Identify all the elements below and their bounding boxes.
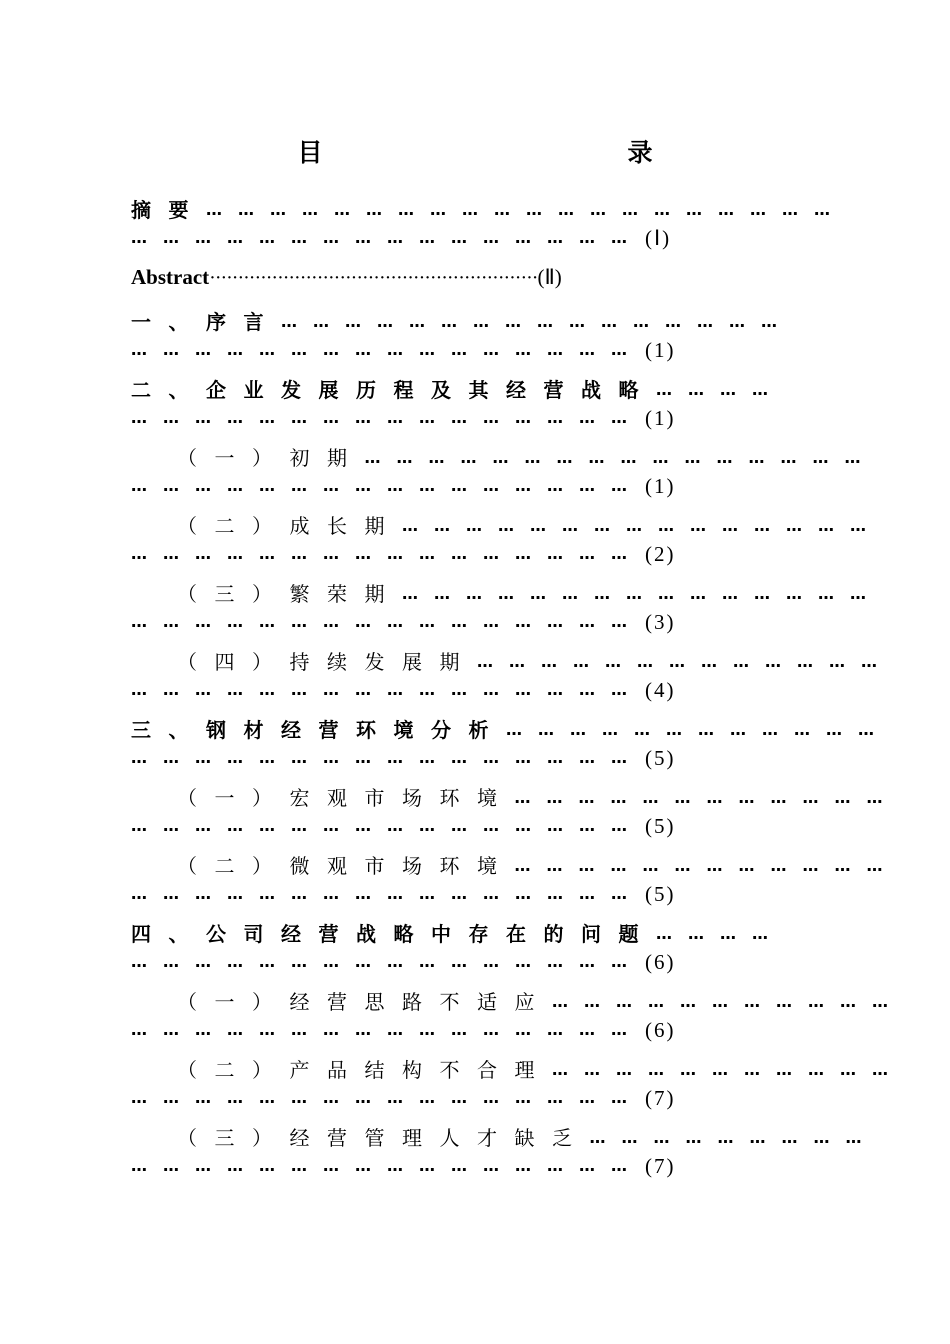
toc-page-number: (1) (645, 474, 676, 498)
toc-entry-label: 摘要 (131, 198, 206, 222)
toc-entry-label: 三、钢材经营环境分析 (131, 718, 506, 742)
leader-dots: ………………………………………… (131, 340, 643, 359)
leader-dots: ………………………………………… (131, 680, 643, 699)
leader-dots: ………………………………………… (131, 748, 643, 767)
leader-dots: ………………………………… (477, 652, 893, 671)
toc-page-number: (5) (645, 882, 676, 906)
toc-entry-label: （二）产品结构不合理 (177, 1058, 552, 1082)
toc-page-number: (Ⅱ) (537, 265, 562, 289)
toc-entry-label: （二）成长期 (177, 514, 402, 538)
toc-entry-label: （四）持续发展期 (177, 650, 477, 674)
toc-entry-section-4-1[interactable] (131, 982, 904, 1050)
table-of-contents (131, 190, 904, 1186)
leader-dots: ………………………………………… (281, 312, 793, 331)
leader-dots: …………………………… (552, 992, 904, 1011)
leader-dots: ……………………………………… (402, 584, 882, 603)
toc-page-number: (4) (645, 678, 676, 702)
leader-dots: ………………………………………… (131, 544, 643, 563)
toc-entry-abstract-en[interactable] (131, 258, 821, 302)
toc-entry-abstract-cn[interactable] (131, 190, 846, 258)
leader-dots: ………………………………………… (131, 952, 643, 971)
leader-dots: ………………………………………… (131, 816, 643, 835)
toc-entry-label: 一、序言 (131, 310, 281, 334)
toc-page-number: (2) (645, 542, 676, 566)
leader-dots: ………………………………………… (131, 228, 643, 247)
leader-dots: ………………………………………… (131, 408, 643, 427)
toc-entry-section-2-3[interactable] (131, 574, 882, 642)
toc-page-number: (5) (645, 814, 676, 838)
leader-dots: ·························································· (209, 267, 538, 289)
toc-page-number: (3) (645, 610, 676, 634)
toc-page-number: (1) (645, 406, 676, 430)
leader-dots: ………… (656, 924, 784, 943)
toc-entry-label: Abstract (131, 265, 210, 289)
toc-page-number: (Ⅰ) (645, 226, 672, 250)
leader-dots: ……………………………… (514, 856, 899, 875)
toc-entry-label: 四、公司经营战略中存在的问题 (131, 922, 656, 946)
leader-dots: ……………………………… (514, 788, 899, 807)
toc-entry-section-4[interactable] (131, 914, 821, 982)
toc-page-number: (1) (645, 338, 676, 362)
toc-page-number: (7) (645, 1086, 676, 1110)
toc-page-number: (6) (645, 1018, 676, 1042)
toc-title: 目 录 (297, 138, 738, 167)
toc-page-number: (7) (645, 1154, 676, 1178)
leader-dots: ………………………………………… (364, 448, 877, 467)
leader-dots: ………… (656, 380, 784, 399)
toc-entry-section-3[interactable] (131, 710, 890, 778)
toc-entry-section-4-2[interactable] (131, 1050, 904, 1118)
toc-entry-label: （一）初期 (177, 446, 365, 470)
toc-entry-section-3-1[interactable] (131, 778, 899, 846)
toc-entry-label: （三）经营管理人才缺乏 (177, 1126, 590, 1150)
toc-page-number: (5) (645, 746, 676, 770)
leader-dots: ………………………………………… (131, 884, 643, 903)
toc-entry-section-2-2[interactable] (131, 506, 882, 574)
leader-dots: ……………………………… (506, 720, 890, 739)
toc-entry-section-2-1[interactable] (131, 438, 877, 506)
toc-entry-label: （三）繁荣期 (177, 582, 402, 606)
toc-entry-section-1[interactable] (131, 302, 821, 370)
leader-dots: ………………………………………… (131, 1020, 643, 1039)
leader-dots: …………………………………………………… (206, 200, 846, 219)
toc-entry-label: （一）经营思路不适应 (177, 990, 552, 1014)
toc-entry-section-3-2[interactable] (131, 846, 899, 914)
leader-dots: ………………………………………… (131, 612, 643, 631)
leader-dots: ………………………………………… (131, 1088, 643, 1107)
toc-entry-label: （二）微观市场环境 (177, 854, 515, 878)
toc-page-number: (6) (645, 950, 676, 974)
leader-dots: ………………………………………… (131, 476, 643, 495)
leader-dots: ……………………………………… (402, 516, 882, 535)
toc-entry-section-2-4[interactable] (131, 642, 893, 710)
toc-entry-label: 二、企业发展历程及其经营战略 (131, 378, 656, 402)
toc-entry-section-4-3[interactable] (131, 1118, 878, 1186)
leader-dots: ……………………… (589, 1128, 878, 1147)
toc-entry-label: （一）宏观市场环境 (177, 786, 515, 810)
leader-dots: …………………………… (552, 1060, 904, 1079)
leader-dots: ………………………………………… (131, 1156, 643, 1175)
toc-entry-section-2[interactable] (131, 370, 821, 438)
